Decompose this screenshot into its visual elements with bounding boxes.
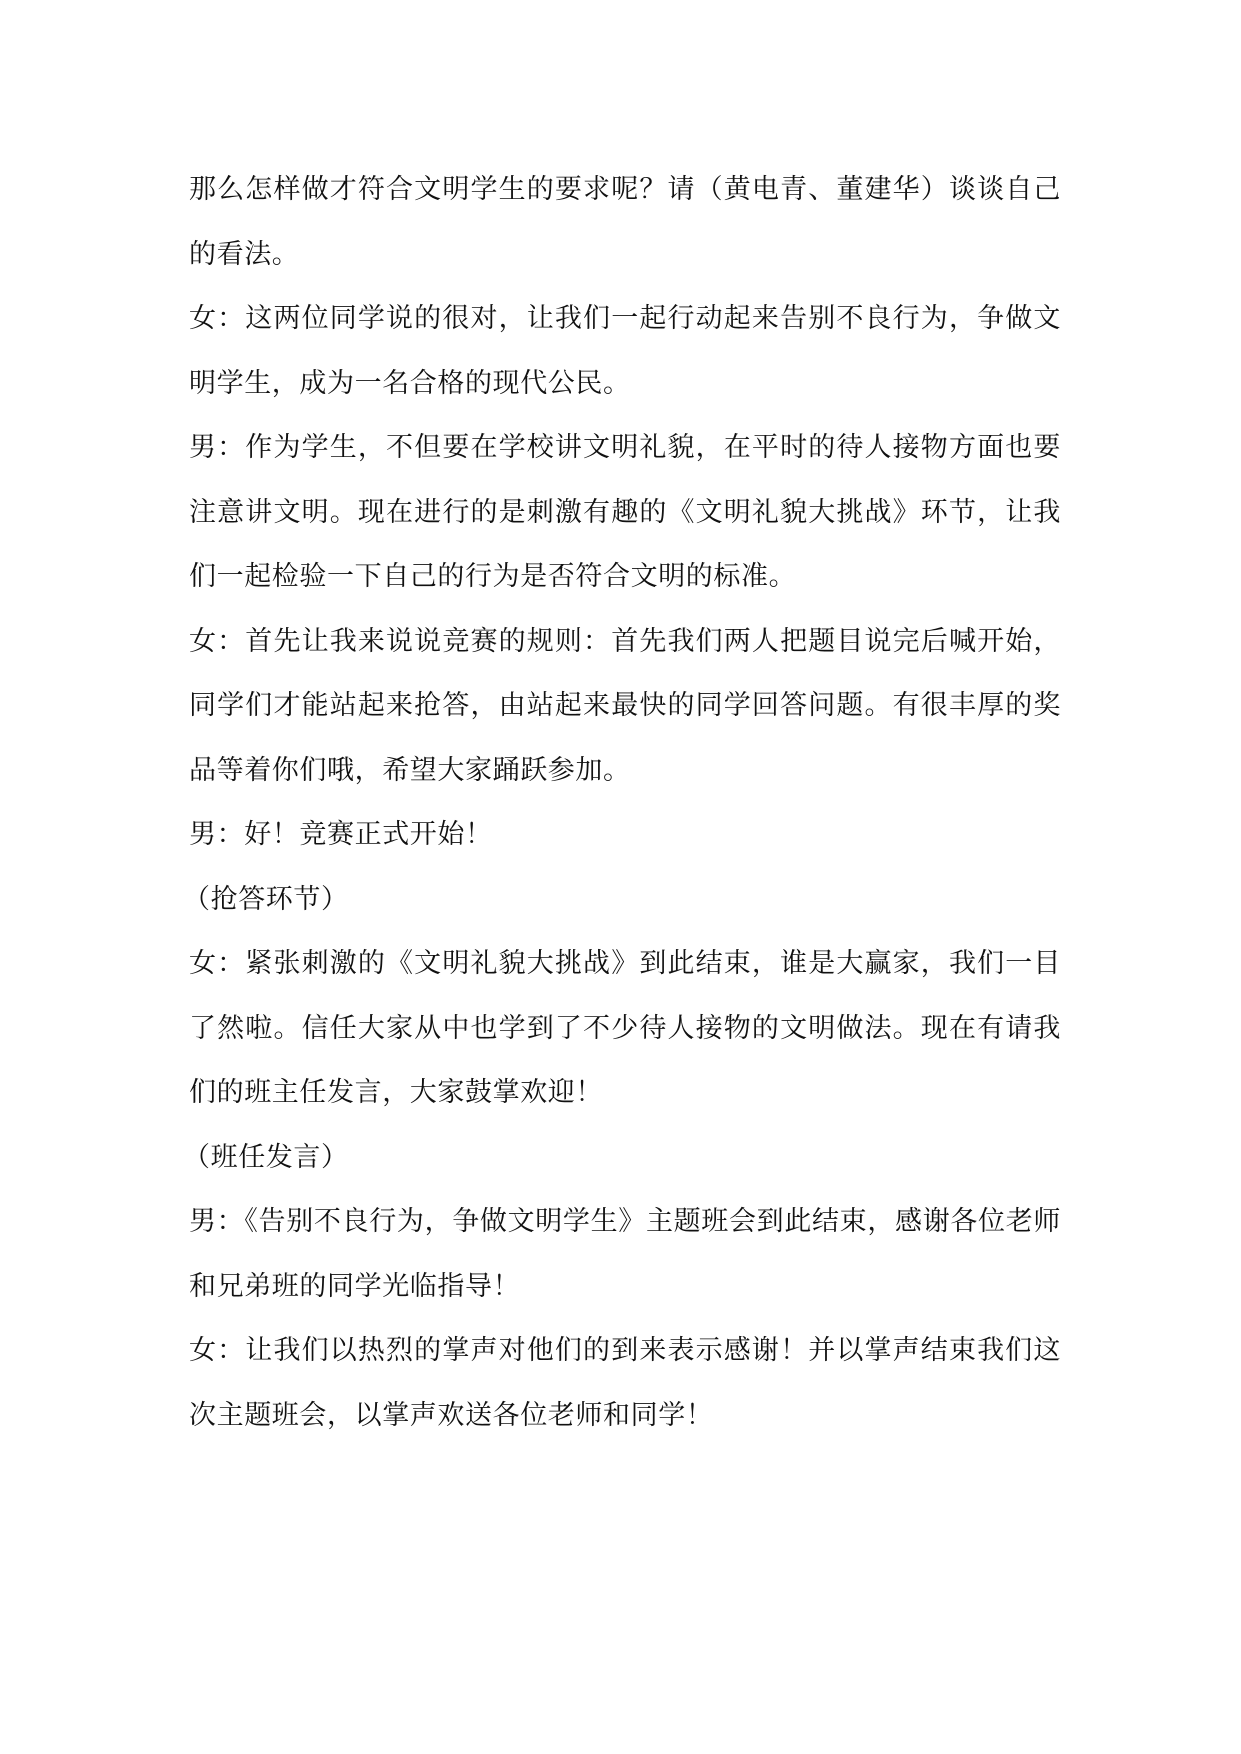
- paragraph-intro: 那么怎样做才符合文明学生的要求呢？请（黄电青、董建华）谈谈自己的看法。: [189, 174, 1061, 270]
- paragraph-male-3: 男：《告别不良行为，争做文明学生》主题班会到此结束，感谢各位老师和兄弟班的同学光临指导！: [189, 1206, 1061, 1302]
- stage-direction-quiz: （抢答环节）: [183, 883, 349, 915]
- paragraph-male-1: 男：作为学生，不但要在学校讲文明礼貌，在平时的待人接物方面也要注意讲文明。现在进行的是刺激有趣的《文明礼貌大挑战》环节，让我们一起检验一下自己的行为是否符合文明的标准。: [189, 432, 1061, 592]
- paragraph-female-3: 女：紧张刺激的《文明礼貌大挑战》到此结束，谁是大赢家，我们一目了然啦。信任大家从中也学到了不少待人接物的文明做法。现在有请我们的班主任发言，大家鼓掌欢迎！: [189, 948, 1061, 1108]
- stage-direction-teacher: （班任发言）: [183, 1141, 349, 1173]
- paragraph-female-2: 女：首先让我来说说竞赛的规则：首先我们两人把题目说完后喊开始，同学们才能站起来抢答，由站起来最快的同学回答问题。有很丰厚的奖品等着你们哦，希望大家踊跃参加。: [189, 625, 1061, 786]
- document-body: [183, 158, 1061, 1448]
- paragraph-female-1: 女：这两位同学说的很对，让我们一起行动起来告别不良行为，争做文明学生，成为一名合格的现代公民。: [189, 303, 1061, 399]
- paragraph-male-2: 男：好！竞赛正式开始！: [189, 819, 493, 850]
- paragraph-female-4: 女：让我们以热烈的掌声对他们的到来表示感谢！并以掌声结束我们这次主题班会，以掌声欢送各位老师和同学！: [189, 1335, 1061, 1431]
